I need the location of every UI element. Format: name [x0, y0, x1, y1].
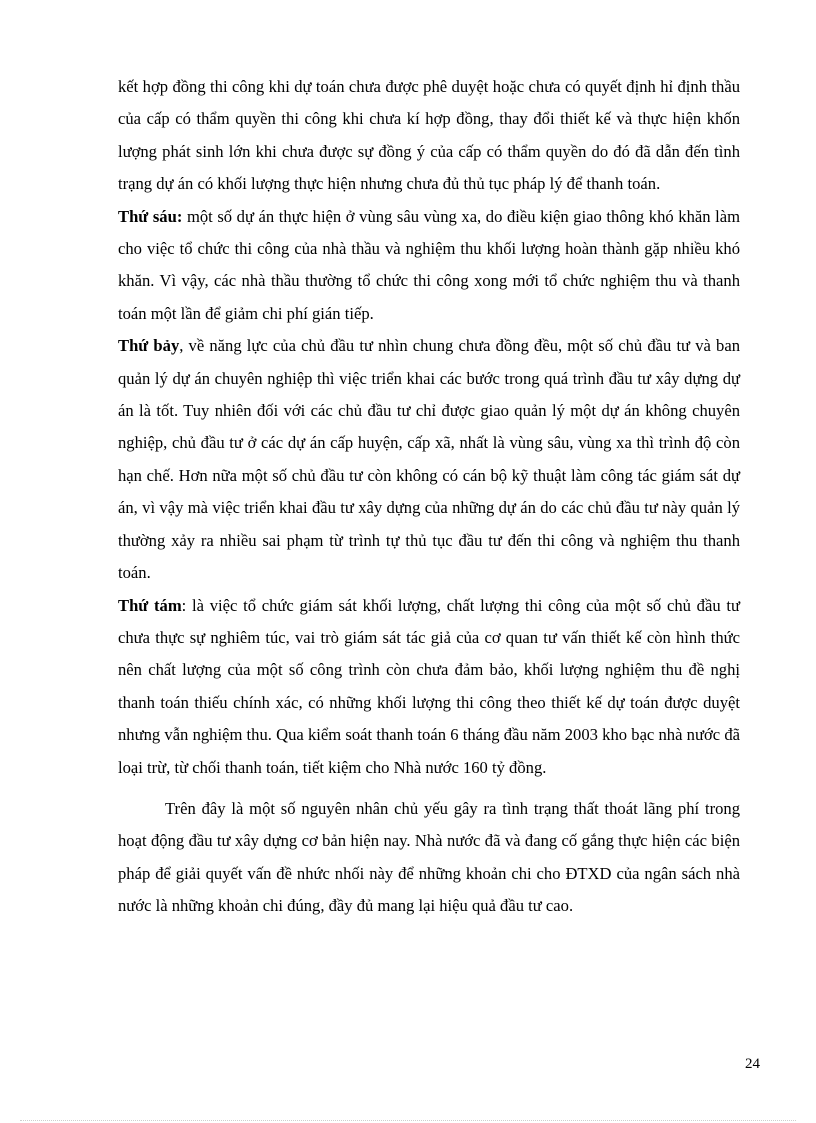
page-number: 24	[745, 1056, 760, 1072]
page-bottom-divider	[20, 1120, 796, 1121]
paragraph-2-lead: Thứ sáu:	[118, 206, 183, 226]
paragraph-3	[118, 330, 740, 589]
paragraph-3-lead: Thứ bảy	[118, 336, 180, 356]
paragraph-4	[118, 590, 740, 784]
paragraph-1	[118, 71, 740, 201]
paragraph-4-lead: Thứ tám	[118, 595, 182, 615]
document-body	[118, 71, 740, 923]
paragraph-3-text: , về năng lực của chủ đầu tư nhìn chung chưa đồng đều, một số chủ đầu tư và ban quản lý dự án chuyên nghiệp thì việc triển khai các bước trong quá trình đầu tư xây dựng dự án là tốt. Tuy nhiên đối với các chủ đầu tư chỉ được giao quản lý một dự án không chuyên nghiệp, chủ đầu tư ở các dự án cấp huyện, cấp xã, nhất là vùng sâu, vùng xa thì trình độ còn hạn chế. Hơn nữa một số chủ đầu tư còn không có cán bộ kỹ thuật làm công tác giám sát dự án, vì vậy mà việc triển khai đầu tư xây dựng của những dự án do các chủ đầu tư này quản lý thường xảy ra nhiều sai phạm từ trình tự thủ tục đầu tư đến thi công và nghiệm thu thanh toán.	[118, 336, 740, 583]
paragraph-2	[118, 201, 740, 331]
paragraph-5-text: Trên đây là một số nguyên nhân chủ yếu gây ra tình trạng thất thoát lãng phí trong hoạt động đầu tư xây dựng cơ bản hiện nay. Nhà nước đã và đang cố gắng thực hiện các biện pháp để giải quyết vấn đề nhức nhối này để những khoản chi cho ĐTXD của ngân sách nhà nước là những khoản chi đúng, đầy đủ mang lại hiệu quả đầu tư cao.	[118, 798, 740, 916]
paragraph-2-text: một số dự án thực hiện ở vùng sâu vùng xa, do điều kiện giao thông khó khăn làm cho việc tổ chức thi công của nhà thầu và nghiệm thu khối lượng hoàn thành gặp nhiều khó khăn. Vì vậy, các nhà thầu thường tổ chức thi công xong mới tổ chức nghiệm thu và thanh toán một lần để giảm chi phí gián tiếp.	[118, 206, 740, 323]
paragraph-4-text: : là việc tổ chức giám sát khối lượng, chất lượng thi công của một số chủ đầu tư chưa thực sự nghiêm túc, vai trò giám sát tác giả của cơ quan tư vấn thiết kế còn hình thức nên chất lượng của một số công trình còn chưa đảm bảo, khối lượng nghiệm thu đề nghị thanh toán thiếu chính xác, có những khối lượng thi công theo thiết kế dự toán được duyệt nhưng vẫn nghiệm thu. Qua kiểm soát thanh toán 6 tháng đầu năm 2003 kho bạc nhà nước đã loại trừ, từ chối thanh toán, tiết kiệm cho Nhà nước 160 tỷ đồng.	[118, 595, 740, 777]
paragraph-5	[118, 793, 740, 923]
paragraph-1-text: kết hợp đồng thi công khi dự toán chưa được phê duyệt hoặc chưa có quyết định hỉ định thầu của cấp có thẩm quyền thi công khi chưa kí hợp đồng, thay đổi thiết kế và thực hiện khốn lượng phát sinh lớn khi chưa được sự đồng ý của cấp có thẩm quyền do đó đã dẫn đến tình trạng dự án có khối lượng thực hiện nhưng chưa đủ thủ tục pháp lý để thanh toán.	[118, 77, 740, 194]
